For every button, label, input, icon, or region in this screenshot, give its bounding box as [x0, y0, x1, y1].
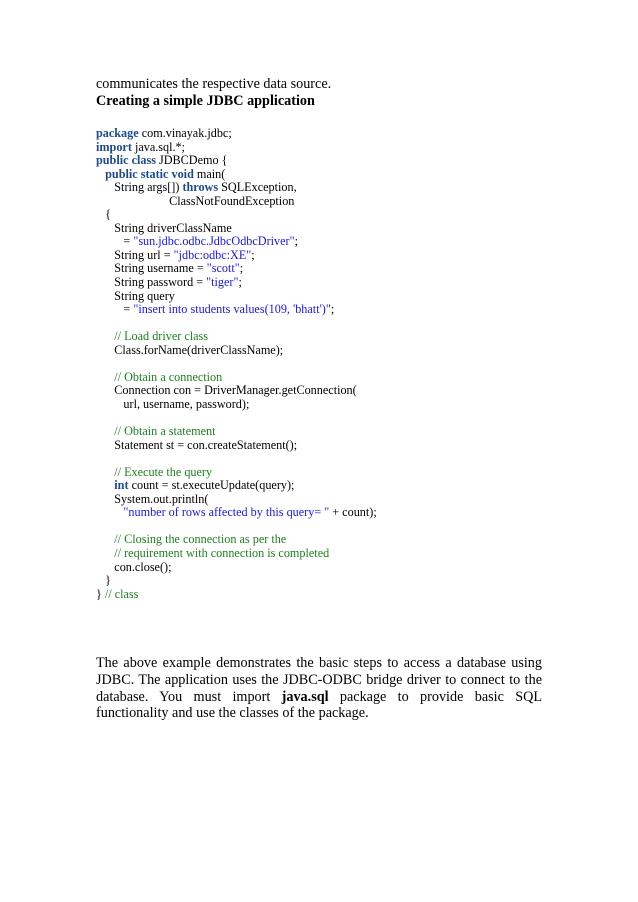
code-comment: // Obtain a statement	[114, 424, 216, 439]
code-line	[96, 181, 556, 195]
code-blank-line	[96, 317, 556, 331]
code-line	[96, 276, 556, 290]
code-comment: // Execute the query	[114, 464, 213, 479]
code-listing	[96, 127, 556, 601]
code-keyword: throws	[182, 180, 219, 195]
code-indent	[96, 465, 114, 479]
code-line: con.close();	[96, 559, 172, 574]
summary-paragraph	[96, 655, 542, 722]
code-text: SQLException,	[218, 180, 297, 195]
code-line: System.out.println(	[96, 491, 209, 506]
code-blank-line	[96, 357, 556, 371]
code-text: =	[96, 234, 134, 249]
code-line: Statement st = con.createStatement();	[96, 437, 298, 452]
code-keyword: public static void	[105, 166, 194, 181]
code-text: JDBCDemo {	[155, 153, 228, 168]
code-line	[96, 235, 556, 249]
section-heading: Creating a simple JDBC application	[96, 93, 315, 109]
code-line	[96, 330, 556, 344]
code-text: =	[96, 302, 134, 317]
code-line	[96, 154, 556, 168]
code-line	[96, 547, 556, 561]
code-line	[96, 371, 556, 385]
code-line	[96, 249, 556, 263]
code-line: url, username, password);	[96, 396, 250, 411]
code-blank-line	[96, 452, 556, 466]
code-string: "number of rows affected by this query= "	[123, 505, 330, 520]
code-text: ;	[294, 234, 298, 249]
code-string: "tiger"	[206, 275, 239, 290]
code-string: "insert into students values(109, 'bhatt')"	[133, 302, 331, 317]
code-text: ;	[239, 261, 244, 276]
code-text: ;	[238, 275, 242, 290]
code-indent	[96, 424, 114, 438]
summary-text: The above example demonstrates the basic steps to access a database using JDBC. The application uses the JDBC-ODBC bridge driver to connect to the database. You must import	[96, 655, 542, 705]
code-comment: // Load driver class	[114, 329, 209, 344]
code-text: java.sql.*;	[131, 139, 186, 154]
code-line	[96, 588, 556, 602]
code-text: String url =	[96, 247, 174, 262]
code-keyword: int	[114, 478, 129, 493]
code-text: main(	[193, 166, 226, 181]
code-comment: // Closing the connection as per the	[114, 532, 287, 547]
code-blank-line	[96, 411, 556, 425]
code-line: ClassNotFoundException	[96, 193, 295, 208]
summary-text: package to provide basic SQL functionality and use the classes of the package.	[96, 688, 543, 722]
code-text: com.vinayak.jdbc;	[138, 126, 232, 140]
code-line	[96, 127, 556, 141]
code-text: String password =	[96, 275, 207, 290]
code-text: + count);	[329, 505, 377, 520]
code-keyword: package	[96, 126, 139, 140]
code-text: }	[96, 586, 105, 601]
code-string: "sun.jdbc.odbc.JdbcOdbcDriver"	[133, 234, 295, 249]
code-text	[96, 505, 123, 519]
code-line: String query	[96, 288, 175, 303]
intro-text: communicates the respective data source.	[96, 76, 332, 92]
code-text: String username =	[96, 261, 207, 276]
code-text: ;	[330, 302, 335, 317]
code-indent	[96, 329, 114, 343]
code-line	[96, 425, 556, 439]
code-line	[96, 168, 556, 182]
code-indent	[96, 167, 105, 181]
code-line	[96, 141, 556, 155]
code-blank-line	[96, 520, 556, 534]
code-line	[96, 466, 556, 480]
intro-block	[96, 76, 546, 110]
code-string: "scott"	[206, 261, 240, 276]
code-line: String driverClassName	[96, 220, 232, 235]
code-indent	[96, 478, 114, 492]
code-string: "jdbc:odbc:XE"	[173, 247, 252, 262]
code-line: }	[96, 573, 111, 588]
code-line	[96, 533, 556, 547]
code-line: Connection con = DriverManager.getConnection(	[96, 383, 357, 398]
code-keyword: import	[96, 139, 132, 154]
code-indent	[96, 532, 114, 546]
code-indent	[96, 370, 114, 384]
package-name: java.sql	[281, 688, 329, 705]
code-keyword: public class	[96, 153, 156, 168]
code-text: String args[])	[96, 180, 183, 195]
code-line: {	[96, 207, 111, 222]
code-comment: // Obtain a connection	[114, 369, 223, 384]
code-line	[96, 303, 556, 317]
code-line	[96, 262, 556, 276]
code-line: Class.forName(driverClassName);	[96, 342, 284, 357]
code-comment: // requirement with connection is completed	[114, 545, 330, 560]
code-line	[96, 506, 556, 520]
code-text: ;	[251, 247, 255, 262]
code-text: count = st.executeUpdate(query);	[128, 478, 295, 493]
code-indent	[96, 546, 114, 560]
code-line	[96, 479, 556, 493]
code-comment: // class	[104, 586, 139, 601]
